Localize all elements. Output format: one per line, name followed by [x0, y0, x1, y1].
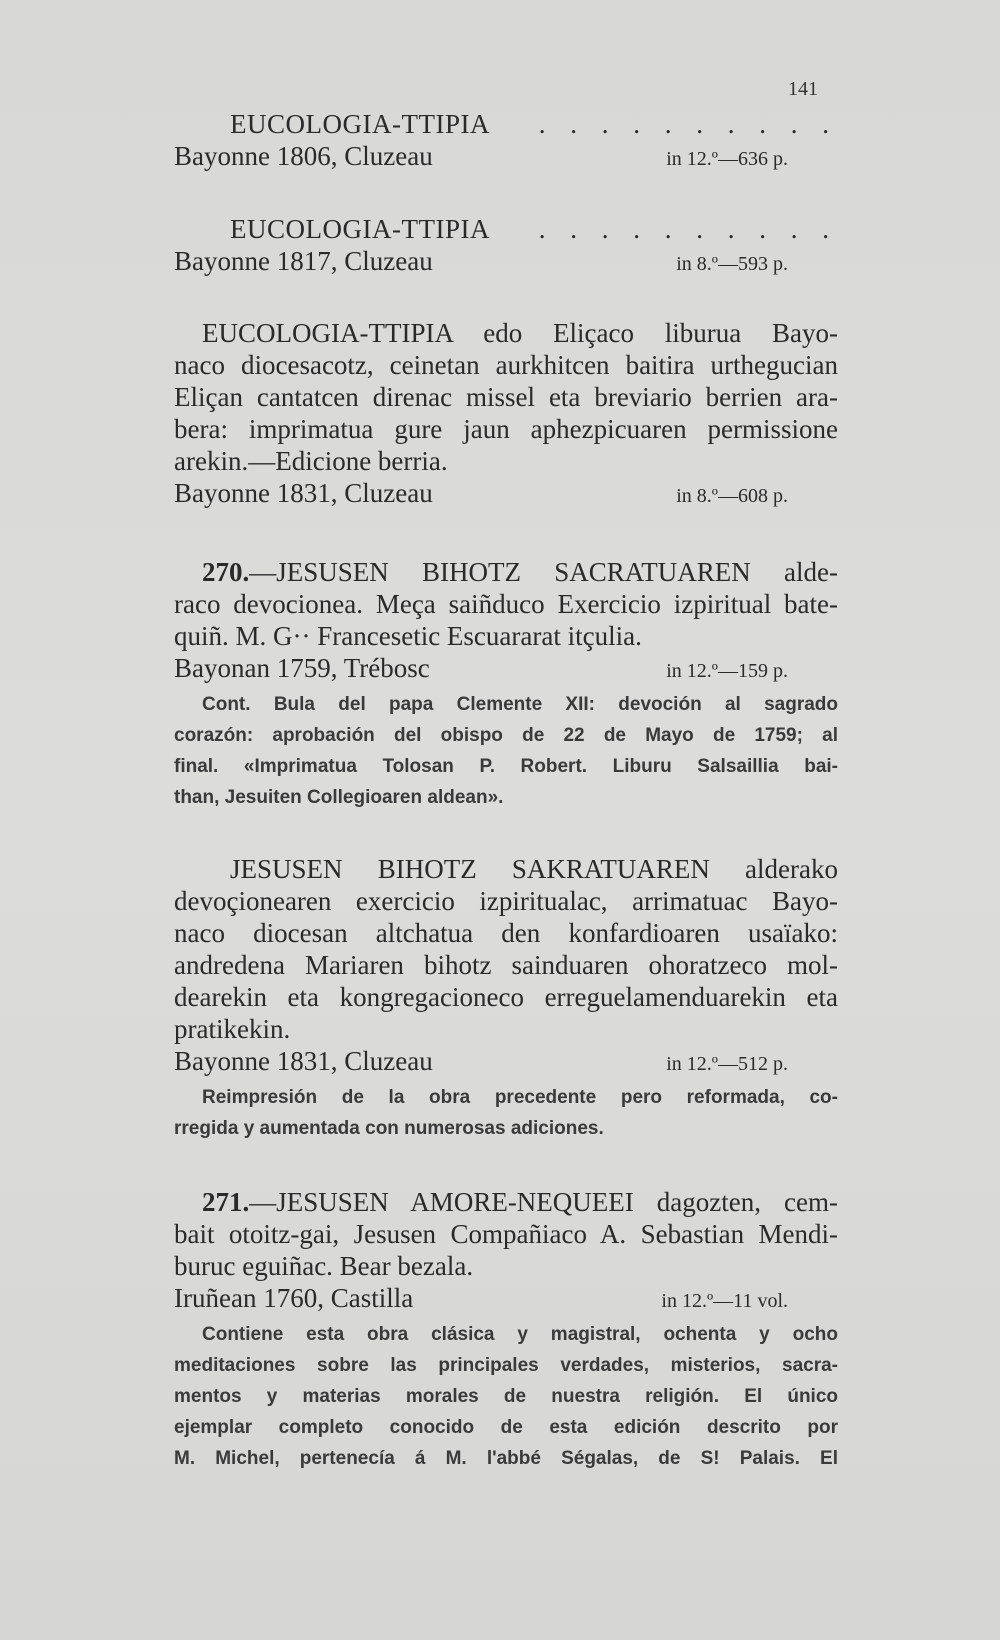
leader-dots: . . . . . . . . . . — [538, 214, 838, 244]
note-line: M. Michel, pertenecía á M. l'abbé Ségalas, de S! Palais. El — [174, 1448, 838, 1469]
entry-title-line — [174, 108, 838, 140]
entry-text-line: naco diocesacotz, ceinetan aurkhitcen baitira urthegucian — [174, 350, 838, 380]
entry-3 — [174, 317, 838, 512]
entry-text-line: raco devocionea. Meça saiñduco Exercicio izpiritual bate- — [174, 589, 838, 619]
imprint-place: Iruñean 1760, Castilla — [174, 1283, 414, 1313]
imprint-line — [174, 245, 838, 280]
note-line: mentos y materias morales de nuestra religión. El único — [174, 1386, 838, 1407]
entry-text-line: devoçionearen exercicio izpiritualac, arrimatuac Bayo- — [174, 886, 838, 916]
entry-text-line: naco diocesan altchatua den konfardioaren usaïako: — [174, 918, 838, 948]
imprint-line — [174, 477, 838, 512]
entry-note — [174, 1319, 838, 1474]
entry-first-line — [174, 556, 838, 588]
entry-2 — [174, 213, 838, 280]
entry-number: 271. — [202, 1187, 250, 1217]
note-line: Contiene esta obra clásica y magistral, ochenta y ocho — [202, 1324, 838, 1345]
entry-heading: —JESUSEN BIHOTZ SACRATUAREN alde- — [249, 557, 838, 587]
note-line: ejemplar completo conocido de esta edición descrito por — [174, 1417, 838, 1438]
entry-1 — [174, 108, 838, 175]
entry-text-line: bait otoitz-gai, Jesusen Compañiaco A. Sebastian Mendi- — [174, 1219, 838, 1249]
entry-sakratuaren — [174, 853, 838, 1144]
imprint-line — [174, 140, 838, 175]
entry-title: EUCOLOGIA-TTIPIA — [230, 214, 490, 244]
entry-note — [174, 689, 838, 813]
imprint-place: Bayonan 1759, Trébosc — [174, 653, 430, 683]
entry-note — [174, 1082, 838, 1144]
imprint-format: in 12.º—636 p. — [666, 148, 788, 170]
entry-text-line: andredena Mariaren bihotz sainduaren ohoratzeco mol- — [174, 950, 838, 980]
entry-text-line: bera: imprimatua gure jaun aphezpicuaren permissione — [174, 414, 838, 444]
entry-text-line: buruc eguiñac. Bear bezala. — [174, 1251, 474, 1281]
imprint-format: in 12.º—159 p. — [666, 660, 788, 682]
imprint-place: Bayonne 1817, Cluzeau — [174, 246, 433, 276]
entry-271 — [174, 1186, 838, 1474]
imprint-place: Bayonne 1831, Cluzeau — [174, 478, 433, 508]
imprint-format: in 12.º—512 p. — [666, 1053, 788, 1075]
entry-first-line — [174, 1186, 838, 1218]
entry-text-line: JESUSEN BIHOTZ SAKRATUAREN alderako — [230, 854, 838, 884]
entry-text-line: dearekin eta kongregacioneco erreguelamenduarekin eta — [174, 982, 838, 1012]
entry-title-line — [174, 213, 838, 245]
imprint-format: in 8.º—593 p. — [676, 253, 788, 275]
imprint-place: Bayonne 1806, Cluzeau — [174, 141, 433, 171]
imprint-line — [174, 1282, 838, 1317]
imprint-line — [174, 652, 838, 687]
entry-heading: —JESUSEN AMORE-NEQUEEI dagozten, cem- — [249, 1187, 838, 1217]
entry-270 — [174, 556, 838, 813]
note-line: final. «Imprimatua Tolosan P. Robert. Liburu Salsaillia bai- — [174, 756, 838, 777]
imprint-place: Bayonne 1831, Cluzeau — [174, 1046, 433, 1076]
note-line: meditaciones sobre las principales verdades, misterios, sacra- — [174, 1355, 838, 1376]
entry-text-line: pratikekin. — [174, 1014, 291, 1044]
entry-text-line: arekin.—Edicione berria. — [174, 446, 448, 476]
note-line: corazón: aprobación del obispo de 22 de Mayo de 1759; al — [174, 725, 838, 746]
entry-number: 270. — [202, 557, 250, 587]
entry-text-line: quiñ. M. G·· Francesetic Escuararat itçulia. — [174, 621, 642, 651]
entry-text-line: EUCOLOGIA-TTIPIA edo Eliçaco liburua Bayo- — [202, 318, 838, 348]
entry-text-line: Eliçan cantatcen direnac missel eta breviario berrien ara- — [174, 382, 838, 412]
note-line: Cont. Bula del papa Clemente XII: devoción al sagrado — [202, 694, 838, 715]
imprint-line — [174, 1045, 838, 1080]
note-line: Reimpresión de la obra precedente pero reformada, co- — [202, 1087, 838, 1108]
entry-title: EUCOLOGIA-TTIPIA — [230, 109, 490, 139]
leader-dots: . . . . . . . . . . — [538, 109, 838, 139]
note-line: than, Jesuiten Collegioaren aldean». — [174, 787, 504, 808]
imprint-format: in 8.º—608 p. — [676, 485, 788, 507]
page-number: 141 — [788, 78, 818, 100]
imprint-format: in 12.º—11 vol. — [661, 1290, 788, 1312]
note-line: rregida y aumentada con numerosas adiciones. — [174, 1118, 604, 1139]
